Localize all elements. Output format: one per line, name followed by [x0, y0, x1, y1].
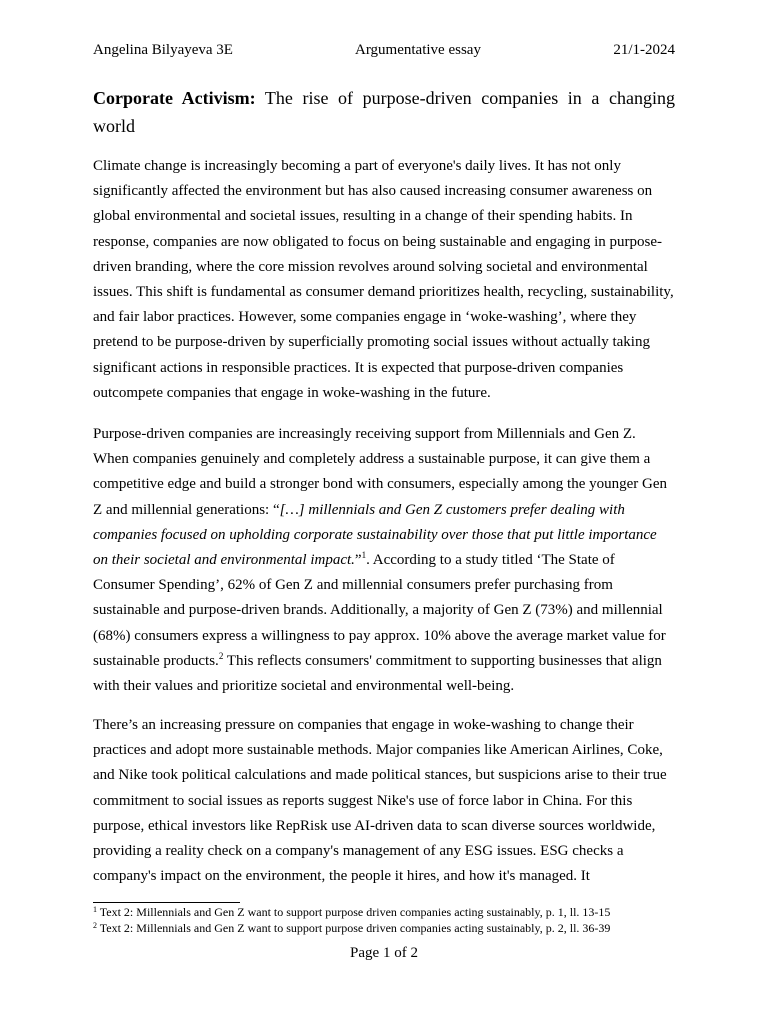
- footnotes: [93, 905, 693, 936]
- author-name: Angelina Bilyayeva 3E: [93, 42, 233, 58]
- paragraph-2-quote: […] millennials and Gen Z customers prefer dealing with companies focused on upholding corporate sustainability over those that put little importance on their societal and environmental impact.: [93, 501, 657, 569]
- essay-title: [93, 84, 675, 140]
- footnote-2-text: Text 2: Millennials and Gen Z want to support purpose driven companies acting sustainably, p. 2, ll. 36-39: [97, 920, 611, 935]
- footnote-1-number: 1: [93, 905, 97, 914]
- footnote-1-text: Text 2: Millennials and Gen Z want to support purpose driven companies acting sustainably, p. 1, ll. 13-15: [97, 905, 611, 919]
- footnote-2: [93, 921, 693, 937]
- paragraph-2-body: . According to a study titled ‘The State of Consumer Spending’, 62% of Gen Z and millennial consumers prefer purchasing from sustainable and purpose-driven brands. Additionally, a majority of Gen Z (73%) and millennial (68%) consumers express a willingness to pay approx. 10% above the average market value for sustainable products.: [93, 552, 666, 669]
- document-date: 21/1-2024: [613, 42, 675, 58]
- paragraph-1: Climate change is increasingly becoming a part of everyone's daily lives. It has not only significantly affected the environment but has also caused increasing consumer awareness on global environmental and societal issues, resulting in a change of their spending habits. In response, companies are now obligated to focus on being sustainable and engaging in purpose-driven branding, where the core mission revolves around solving societal and environmental issues. This shift is fundamental as consumer demand prioritizes health, recycling, sustainability, and fair labor practices. However, some companies engage in ‘woke-washing’, where they pretend to be purpose-driven by superficially promoting social issues without actually taking significant actions in responsible practices. It is expected that purpose-driven companies outcompete companies that engage in woke-washing in the future.: [93, 158, 674, 401]
- footnote-1: [93, 905, 693, 921]
- paragraph-2-end: This reflects consumers' commitment to supporting businesses that align with their values and prioritize societal and environmental well-being.: [93, 652, 662, 695]
- page-header: [93, 42, 675, 62]
- title-rest: The rise of purpose-driven companies in a changing world: [93, 88, 675, 136]
- paragraph-2: [93, 422, 675, 699]
- document-type: Argumentative essay: [355, 42, 481, 58]
- footnote-ref-1: 1: [361, 550, 367, 561]
- footnote-2-number: 2: [93, 920, 97, 930]
- paragraph-3: There’s an increasing pressure on companies that engage in woke-washing to change their practices and adopt more sustainable methods. Major companies like American Airlines, Coke, and Nike took political calculations and made political stances, but suspicions arise to their true commitment to social issues as reports suggest Nike's use of force labor in China. For this purpose, ethical investors like RepRisk use AI-driven data to scan diverse sources worldwide, providing a reality check on a company's management of any ESG issues. ESG checks a company's impact on the environment, the people it hires, and how it's managed. It: [93, 717, 667, 885]
- footnote-divider: [93, 902, 240, 903]
- page-number: Page 1 of 2: [350, 945, 418, 961]
- footnote-ref-2: 2: [218, 650, 224, 661]
- paragraph-2-intro: Purpose-driven companies are increasingly receiving support from Millennials and Gen Z. When companies genuinely and completely address a sustainable purpose, it can give them a competitive edge and build a stronger bond with consumers, especially among the younger Gen Z and millennial generations: “: [93, 426, 668, 518]
- title-bold: Corporate Activism:: [93, 88, 256, 108]
- paragraph-2-close-quote: ”: [354, 552, 362, 569]
